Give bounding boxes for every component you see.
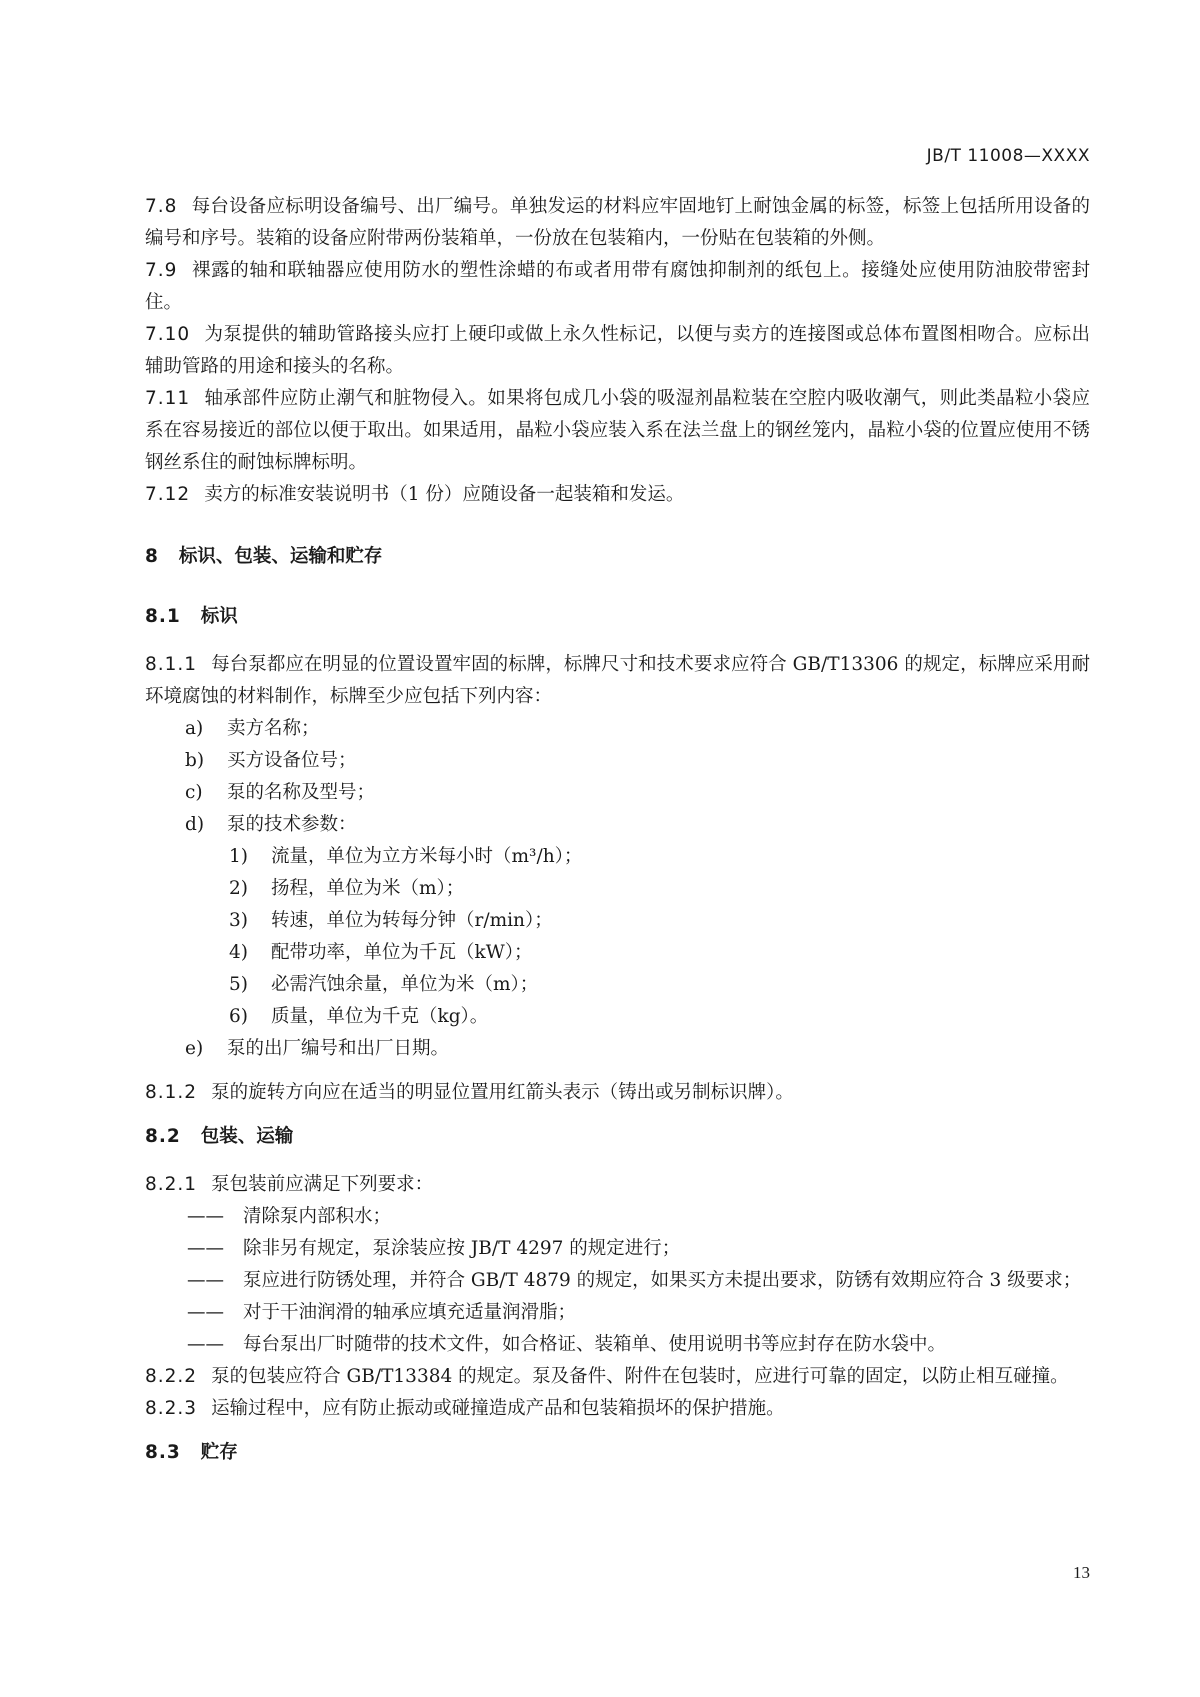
clause-number: 8.2.1 (145, 1174, 198, 1195)
item-text: 必需汽蚀余量，单位为米（m）； (271, 974, 539, 995)
clause-text: 裸露的轴和联轴器应使用防水的塑性涂蜡的布或者用带有腐蚀抑制剂的纸包上。接缝处应使用防油胶带密封住。 (145, 260, 1090, 313)
heading-number: 8.2 (145, 1126, 181, 1147)
clause-text: 泵包装前应满足下列要求： (211, 1174, 434, 1195)
sub-list-item (145, 841, 1090, 873)
clause-text: 运输过程中，应有防止振动或碰撞造成产品和包装箱损坏的保护措施。 (211, 1398, 785, 1419)
document-body (145, 191, 1090, 1485)
list-item (145, 777, 1090, 809)
nameplate-content-list-continued (145, 1033, 1090, 1065)
heading-number: 8 (145, 546, 159, 567)
list-item (145, 1033, 1090, 1065)
item-label: e) (185, 1038, 204, 1059)
item-text: 对于干油润滑的轴承应填充适量润滑脂； (243, 1302, 577, 1323)
clause-number: 7.11 (145, 388, 191, 409)
page-number: 13 (1073, 1563, 1090, 1582)
dash-list-item (145, 1201, 1090, 1233)
clause-text: 卖方的标准安装说明书（1 份）应随设备一起装箱和发运。 (204, 484, 685, 505)
item-label: 4) (229, 942, 248, 963)
clause-8-1-1 (145, 649, 1090, 713)
item-text: 清除泵内部积水； (243, 1206, 392, 1227)
chapter-8-heading (145, 541, 1090, 573)
heading-number: 8.1 (145, 606, 181, 627)
clause-7-8 (145, 191, 1090, 255)
clause-text: 轴承部件应防止潮气和脏物侵入。如果将包成几小袋的吸湿剂晶粒装在空腔内吸收潮气，则此类晶粒小袋应系在容易接近的部位以便于取出。如果适用，晶粒小袋应装入系在法兰盘上的钢丝笼内，晶粒小袋的位置应使用不锈钢丝系住的耐蚀标牌标明。 (145, 388, 1090, 473)
clause-number: 7.12 (145, 484, 191, 505)
heading-title: 标识 (200, 606, 238, 627)
clause-number: 8.2.3 (145, 1398, 198, 1419)
item-text: 质量，单位为千克（kg）。 (271, 1006, 489, 1027)
item-label: c) (185, 782, 203, 803)
item-text: 配带功率，单位为千瓦（kW）； (271, 942, 533, 963)
nameplate-content-list (145, 713, 1090, 841)
item-text: 泵的出厂编号和出厂日期。 (227, 1038, 450, 1059)
list-item (145, 745, 1090, 777)
dash-list-item (145, 1297, 1090, 1329)
clause-7-12 (145, 479, 1090, 511)
heading-title: 贮存 (200, 1442, 238, 1463)
document-code: JB/T 11008—XXXX (926, 146, 1090, 166)
item-text: 流量，单位为立方米每小时（m³/h）； (271, 846, 583, 867)
item-label: b) (185, 750, 205, 771)
clause-8-2-2 (145, 1361, 1090, 1393)
clause-7-9 (145, 255, 1090, 319)
list-item (145, 809, 1090, 841)
clause-number: 8.1.2 (145, 1082, 198, 1103)
item-text: 泵的名称及型号； (227, 782, 376, 803)
clause-text: 泵的旋转方向应在适当的明显位置用红箭头表示（铸出或另制标识牌）。 (211, 1082, 794, 1103)
list-item (145, 713, 1090, 745)
heading-number: 8.3 (145, 1442, 181, 1463)
dash-list-item (145, 1233, 1090, 1265)
item-text: 扬程，单位为米（m）； (271, 878, 465, 899)
item-text: 除非另有规定，泵涂装应按 JB/T 4297 的规定进行； (243, 1238, 681, 1259)
dash-list-item (145, 1265, 1090, 1297)
clause-number: 8.1.1 (145, 654, 198, 675)
item-label: 3) (229, 910, 248, 931)
clause-text: 泵的包装应符合 GB/T13384 的规定。泵及备件、附件在包装时，应进行可靠的固定，以防止相互碰撞。 (211, 1366, 1069, 1387)
clause-7-10 (145, 319, 1090, 383)
dash-list-item (145, 1329, 1090, 1361)
clause-8-1-2 (145, 1077, 1090, 1109)
dash-mark: —— (187, 1270, 224, 1291)
section-8-1-heading (145, 601, 1090, 633)
heading-title: 标识、包装、运输和贮存 (178, 546, 383, 567)
clause-number: 7.8 (145, 196, 178, 217)
clause-text: 为泵提供的辅助管路接头应打上硬印或做上永久性标记，以便与卖方的连接图或总体布置图相吻合。应标出辅助管路的用途和接头的名称。 (145, 324, 1090, 377)
item-label: a) (185, 718, 204, 739)
dash-mark: —— (187, 1206, 224, 1227)
item-text: 每台泵出厂时随带的技术文件，如合格证、装箱单、使用说明书等应封存在防水袋中。 (243, 1334, 947, 1355)
clause-8-2-1 (145, 1169, 1090, 1201)
sub-list-item (145, 873, 1090, 905)
clause-number: 7.10 (145, 324, 191, 345)
item-text: 泵应进行防锈处理，并符合 GB/T 4879 的规定，如果买方未提出要求，防锈有效期应符合 3 级要求； (243, 1270, 1082, 1291)
item-label: 2) (229, 878, 248, 899)
item-text: 买方设备位号； (227, 750, 357, 771)
clause-7-11 (145, 383, 1090, 479)
clause-text: 每台设备应标明设备编号、出厂编号。单独发运的材料应牢固地钉上耐蚀金属的标签，标签上包括所用设备的编号和序号。装箱的设备应附带两份装箱单，一份放在包装箱内，一份贴在包装箱的外侧。 (145, 196, 1090, 249)
sub-list-item (145, 969, 1090, 1001)
sub-list-item (145, 905, 1090, 937)
dash-mark: —— (187, 1334, 224, 1355)
item-label: 6) (229, 1006, 248, 1027)
sub-list-item (145, 1001, 1090, 1033)
item-label: 5) (229, 974, 248, 995)
clause-number: 8.2.2 (145, 1366, 198, 1387)
item-text: 转速，单位为转每分钟（r/min）； (271, 910, 553, 931)
dash-mark: —— (187, 1238, 224, 1259)
sub-list-item (145, 937, 1090, 969)
item-label: d) (185, 814, 205, 835)
item-text: 泵的技术参数： (227, 814, 357, 835)
clause-text: 每台泵都应在明显的位置设置牢固的标牌，标牌尺寸和技术要求应符合 GB/T13306 的规定，标牌应采用耐环境腐蚀的材料制作，标牌至少应包括下列内容： (145, 654, 1090, 707)
item-label: 1) (229, 846, 248, 867)
packaging-requirements-list (145, 1201, 1090, 1361)
section-8-2-heading (145, 1121, 1090, 1153)
clause-8-2-3 (145, 1393, 1090, 1425)
heading-title: 包装、运输 (200, 1126, 294, 1147)
item-text: 卖方名称； (227, 718, 320, 739)
clause-number: 7.9 (145, 260, 178, 281)
section-8-3-heading (145, 1437, 1090, 1469)
dash-mark: —— (187, 1302, 224, 1323)
technical-parameters-list (145, 841, 1090, 1033)
